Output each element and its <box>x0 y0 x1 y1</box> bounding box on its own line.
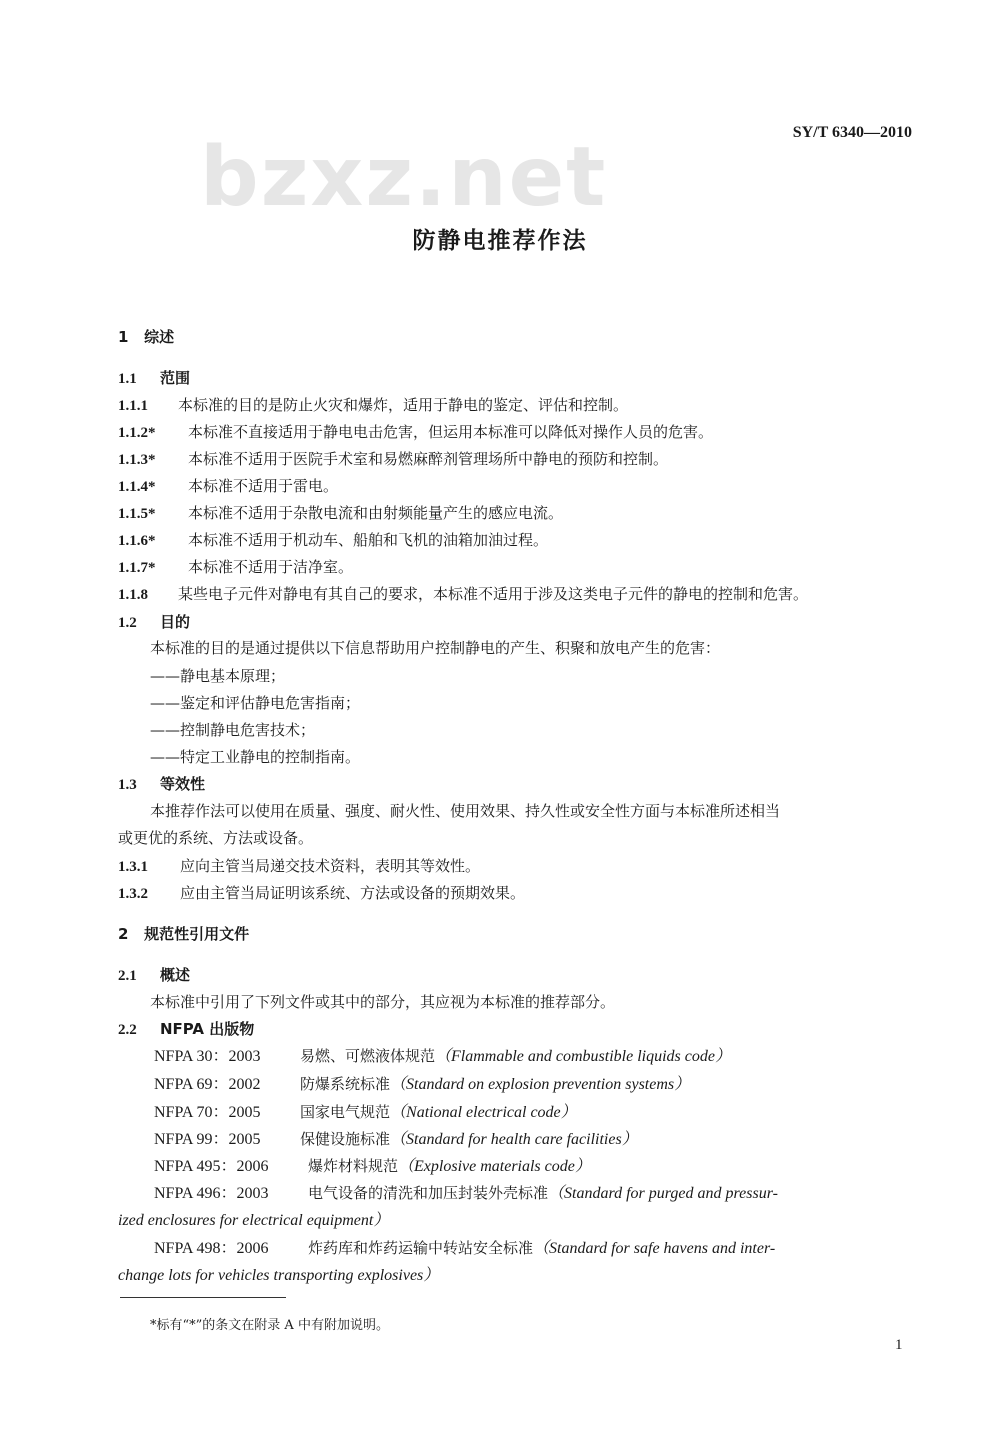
clause-1-1-6 <box>118 529 548 550</box>
section-number: 1.3 <box>118 777 137 793</box>
clause-text: 本标准不适用于杂散电流和由射频能量产生的感应电流。 <box>188 504 564 522</box>
clause-number: 1.3.1 <box>118 859 148 875</box>
paragraph-line: 本推荐作法可以使用在质量、强度、耐火性、使用效果、持久性或安全性方面与本标准所述相当 <box>150 802 781 820</box>
reference-title-en-continued: change lots for vehicles transporting explosives） <box>118 1267 440 1284</box>
reference-title-en: （National electrical code） <box>390 1104 577 1121</box>
reference-title-cn: 爆炸材料规范 <box>308 1157 399 1175</box>
reference-item <box>154 1126 638 1149</box>
reference-code: NFPA 99：2005 <box>154 1131 261 1148</box>
section-1-3-heading <box>118 773 205 794</box>
section-number: 2.1 <box>118 968 137 984</box>
section-title: 规范性引用文件 <box>144 925 250 943</box>
clause-1-1-2 <box>118 421 713 442</box>
section-number: 2.2 <box>118 1022 137 1038</box>
paragraph: 本标准中引用了下列文件或其中的部分，其应视为本标准的推荐部分。 <box>150 993 616 1011</box>
reference-code: NFPA 496：2003 <box>154 1185 269 1202</box>
list-item: ——特定工业静电的控制指南。 <box>150 748 361 766</box>
section-1-2-heading <box>118 611 190 632</box>
section-2-heading <box>118 923 249 944</box>
clause-1-1-3 <box>118 448 668 469</box>
clause-text: 本标准不适用于雷电。 <box>188 477 339 495</box>
footnote: *标有“*”的条文在附录 A 中有附加说明。 <box>150 1318 389 1333</box>
clause-number: 1.1.4* <box>118 479 156 495</box>
clause-number: 1.1.8 <box>118 587 148 603</box>
list-item: ——控制静电危害技术； <box>150 721 316 739</box>
reference-code: NFPA 498：2006 <box>154 1240 269 1257</box>
paragraph: 本标准的目的是通过提供以下信息帮助用户控制静电的产生、积聚和放电产生的危害： <box>150 639 721 657</box>
reference-title-en: （Standard for safe havens and inter- <box>533 1240 776 1257</box>
section-1-1-heading <box>118 367 190 388</box>
section-1-heading <box>118 326 174 347</box>
clause-1-1-8 <box>118 583 808 604</box>
reference-item <box>154 1071 690 1094</box>
clause-text: 应向主管当局递交技术资料，表明其等效性。 <box>180 857 481 875</box>
section-2-1-heading <box>118 964 190 985</box>
reference-title-en: （Explosive materials code） <box>398 1158 591 1175</box>
clause-number: 1.1.5* <box>118 506 156 522</box>
section-number: 1.1 <box>118 371 137 387</box>
footnote-divider <box>120 1297 286 1298</box>
reference-code: NFPA 495：2006 <box>154 1158 269 1175</box>
document-title: 防静电推荐作法 <box>412 228 588 254</box>
clause-number: 1.1.6* <box>118 533 156 549</box>
reference-item <box>154 1235 775 1258</box>
reference-title-cn: 电气设备的清洗和加压封装外壳标准 <box>308 1184 549 1202</box>
clause-text: 本标准不适用于医院手术室和易燃麻醉剂管理场所中静电的预防和控制。 <box>188 450 669 468</box>
clause-number: 1.1.1 <box>118 398 148 414</box>
section-number: 1.2 <box>118 615 137 631</box>
reference-title-cn: 炸药库和炸药运输中转站安全标准 <box>308 1239 534 1257</box>
clause-1-1-5 <box>118 502 563 523</box>
page-number: 1 <box>895 1337 903 1353</box>
reference-code: NFPA 30：2003 <box>154 1048 261 1065</box>
clause-1-1-7 <box>118 556 353 577</box>
watermark: bzxz.net <box>200 130 608 225</box>
clause-1-3-1 <box>118 855 480 876</box>
reference-item <box>154 1153 591 1176</box>
clause-text: 应由主管当局证明该系统、方法或设备的预期效果。 <box>180 884 526 902</box>
reference-title-cn: 易燃、可燃液体规范 <box>300 1047 436 1065</box>
section-title: 概述 <box>160 966 191 984</box>
list-item: ——鉴定和评估静电危害指南； <box>150 694 361 712</box>
reference-title-cn: 国家电气规范 <box>300 1103 391 1121</box>
reference-title-en: （Flammable and combustible liquids code） <box>435 1048 731 1065</box>
clause-1-1-1 <box>118 394 628 415</box>
section-title: 综述 <box>144 328 175 346</box>
reference-code: NFPA 69：2002 <box>154 1076 261 1093</box>
clause-text: 本标准不适用于机动车、船舶和飞机的油箱加油过程。 <box>188 531 549 549</box>
reference-item <box>154 1099 577 1122</box>
section-title: NFPA 出版物 <box>160 1020 255 1038</box>
reference-title-en: （Standard for health care facilities） <box>390 1131 638 1148</box>
reference-code: NFPA 70：2005 <box>154 1104 261 1121</box>
reference-item <box>154 1043 731 1066</box>
section-2-2-heading <box>118 1018 254 1039</box>
clause-text: 某些电子元件对静电有其自己的要求，本标准不适用于涉及这类电子元件的静电的控制和危害。 <box>178 585 809 603</box>
clause-number: 1.1.7* <box>118 560 156 576</box>
reference-title-cn: 防爆系统标准 <box>300 1075 391 1093</box>
clause-text: 本标准不适用于洁净室。 <box>188 558 354 576</box>
standard-number: SY/T 6340—2010 <box>792 124 912 141</box>
clause-text: 本标准不直接适用于静电电击危害，但运用本标准可以降低对操作人员的危害。 <box>188 423 714 441</box>
clause-number: 1.3.2 <box>118 886 148 902</box>
section-number: 2 <box>118 925 129 943</box>
clause-1-1-4 <box>118 475 338 496</box>
reference-title-en-continued: ized enclosures for electrical equipment） <box>118 1212 390 1229</box>
reference-title-en: （Standard for purged and pressur- <box>548 1185 778 1202</box>
reference-title-cn: 保健设施标准 <box>300 1130 391 1148</box>
paragraph-line: 或更优的系统、方法或设备。 <box>118 829 314 847</box>
reference-item <box>154 1180 778 1203</box>
section-title: 范围 <box>160 369 191 387</box>
section-title: 目的 <box>160 613 191 631</box>
clause-number: 1.1.2* <box>118 425 156 441</box>
section-title: 等效性 <box>160 775 206 793</box>
clause-1-3-2 <box>118 882 525 903</box>
reference-title-en: （Standard on explosion prevention systems） <box>390 1076 691 1093</box>
section-number: 1 <box>118 328 129 346</box>
list-item: ——静电基本原理； <box>150 667 286 685</box>
clause-number: 1.1.3* <box>118 452 156 468</box>
clause-text: 本标准的目的是防止火灾和爆炸，适用于静电的鉴定、评估和控制。 <box>178 396 629 414</box>
